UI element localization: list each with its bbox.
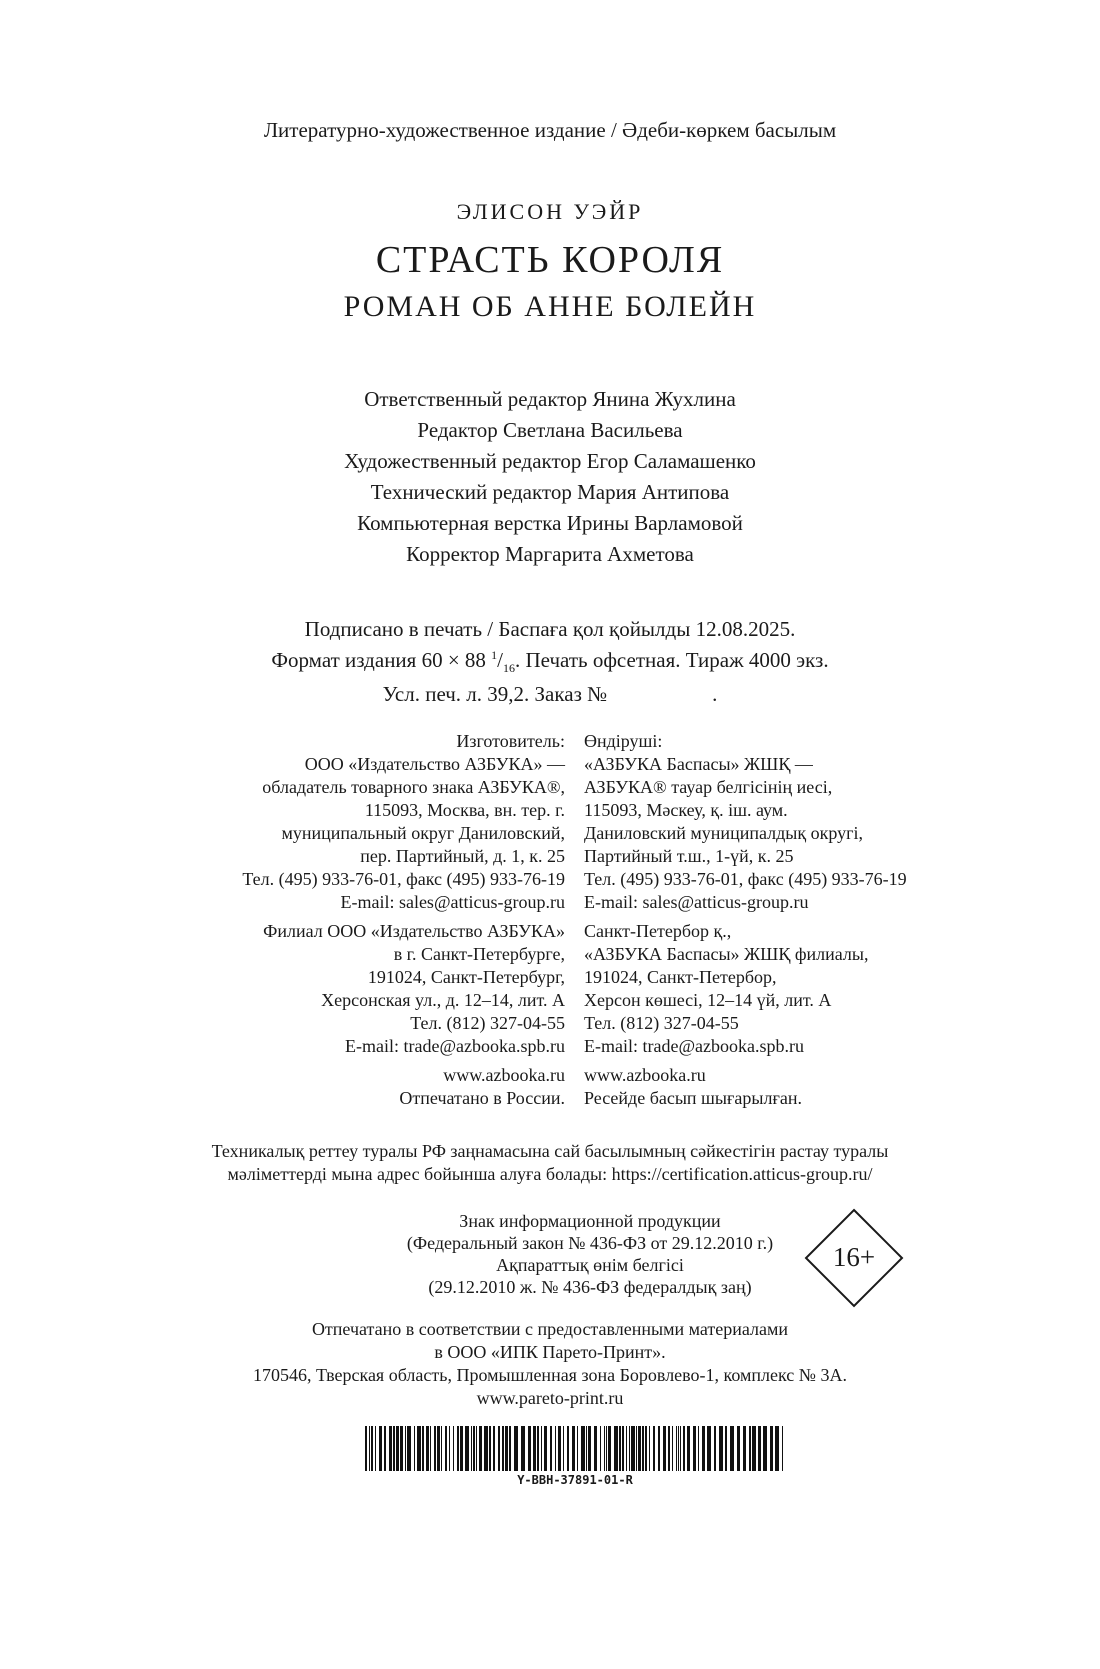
footer-ru [399, 1064, 565, 1110]
barcode-bar [365, 1426, 367, 1471]
branch-ru-line: в г. Санкт-Петербурге, [393, 944, 565, 964]
barcode-bar [614, 1426, 618, 1471]
barcode-bar [544, 1426, 547, 1471]
barcode-bar [676, 1426, 677, 1471]
book-subtitle: РОМАН ОБ АННЕ БОЛЕЙН [343, 290, 757, 323]
branch-ru-line: Филиал ООО «Издательство АЗБУКА» [263, 921, 565, 941]
manufacturer-kz-line: Даниловский муниципалдық округі, [584, 823, 863, 843]
barcode-bar [608, 1426, 611, 1471]
barcode-bar [434, 1426, 436, 1471]
barcode-bar [405, 1426, 406, 1471]
age-rating-label: 16+ [832, 1242, 876, 1272]
barcode-bar [509, 1426, 511, 1471]
manufacturer-kz-line: 115093, Мәскеу, қ. іш. аум. [584, 800, 788, 820]
barcode-bar [572, 1426, 575, 1471]
barcode-bar [537, 1426, 539, 1471]
barcode-bar [600, 1426, 601, 1471]
info-mark-line: Ақпараттық өнім белгісі [496, 1255, 684, 1275]
barcode-bar [449, 1426, 450, 1471]
barcode-bar [479, 1426, 482, 1471]
barcode-bar [680, 1426, 681, 1471]
manufacturer-kz-line: АЗБУКА® тауар белгісінің иесі, [584, 777, 833, 797]
barcode-bar [563, 1426, 564, 1471]
barcode-bar [581, 1426, 585, 1471]
info-mark-line: Знак информационной продукции [459, 1211, 721, 1231]
barcode-bar [533, 1426, 536, 1471]
barcode-bar [758, 1426, 761, 1471]
barcode-bar [687, 1426, 690, 1471]
certification-line: Техникалық реттеу туралы РФ заңнамасына сай басылымның сәйкестігін растау туралы [211, 1141, 889, 1161]
manufacturer-kz-line: Тел. (495) 933-76-01, факс (495) 933-76-19 [584, 869, 907, 889]
footer-kz [584, 1064, 802, 1110]
barcode-bar [493, 1426, 495, 1471]
barcode-bar [606, 1426, 607, 1471]
printer-info [0, 1318, 1100, 1410]
barcode-bar [400, 1426, 403, 1471]
credit-line: Технический редактор Мария Антипова [370, 480, 730, 504]
barcode-bar [393, 1426, 395, 1471]
barcode-bar [489, 1426, 491, 1471]
barcode-bar [369, 1426, 370, 1471]
barcode-bar [471, 1426, 472, 1471]
barcode-bar [663, 1426, 666, 1471]
barcode-bar [384, 1426, 386, 1471]
branch-kz-line: Санкт-Петербор қ., [584, 921, 732, 941]
manufacturer-ru [242, 730, 565, 914]
barcode-bar [502, 1426, 504, 1471]
barcode-bar [375, 1426, 376, 1471]
barcode-bar [379, 1426, 382, 1471]
format-suffix: . Печать офсетная. Тираж 4000 экз. [515, 648, 829, 672]
barcode-bar [588, 1426, 591, 1471]
barcode-bar [668, 1426, 670, 1471]
barcode-bar [719, 1426, 723, 1471]
certification-line: мәліметтерді мына адрес бойынша алуға болады: https://certification.atticus-group.ru/ [227, 1164, 873, 1184]
info-mark-line: (Федеральный закон № 436-ФЗ от 29.12.2010 г.) [406, 1233, 774, 1253]
barcode-bar [396, 1426, 399, 1471]
barcode-bar [629, 1426, 630, 1471]
order-line: Усл. печ. л. 39,2. Заказ № . [382, 682, 718, 707]
format-prefix: Формат издания 60 × 88 [271, 648, 492, 672]
manufacturer-kz-line: E-mail: sales@atticus-group.ru [584, 892, 809, 912]
barcode-bar [763, 1426, 767, 1471]
barcode-bar [407, 1426, 411, 1471]
branch-ru-line: E-mail: trade@azbooka.spb.ru [345, 1036, 565, 1056]
barcode-bar [683, 1426, 685, 1471]
manufacturer-ru-line: обладатель товарного знака АЗБУКА®, [262, 777, 565, 797]
branch-ru-line: 191024, Санкт-Петербург, [367, 967, 565, 987]
barcode-bar [636, 1426, 637, 1471]
barcode-bar [541, 1426, 542, 1471]
credit-line: Художественный редактор Егор Саламашенко [344, 449, 756, 473]
barcode-bar [558, 1426, 561, 1471]
manufacturer-ru-line: ООО «Издательство АЗБУКА» — [304, 754, 565, 774]
barcode-bar [730, 1426, 734, 1471]
series-line: Литературно-художественное издание / Әдеби-көркем басылым [263, 118, 837, 142]
barcode-bar [737, 1426, 740, 1471]
barcode-code: Y-BBH-37891-01-R [517, 1473, 633, 1487]
branch-kz-line: «АЗБУКА Баспасы» ЖШҚ филиалы, [584, 944, 869, 964]
barcode-bar [638, 1426, 641, 1471]
branch-kz-line: Херсон көшесі, 12–14 үй, лит. А [584, 990, 832, 1010]
website-link[interactable]: www.azbooka.ru [443, 1065, 565, 1085]
barcode-bar [430, 1426, 431, 1471]
barcode-bar [698, 1426, 699, 1471]
age-rating-badge [804, 1208, 904, 1308]
barcode-bar [550, 1426, 552, 1471]
credit-line: Компьютерная верстка Ирины Варламовой [357, 511, 743, 535]
barcode-bar [678, 1426, 679, 1471]
barcode-bar [702, 1426, 705, 1471]
barcode-bar [441, 1426, 442, 1471]
barcode-bar [752, 1426, 756, 1471]
manufacturer-ru-line: пер. Партийный, д. 1, к. 25 [360, 846, 565, 866]
barcode-bar [476, 1426, 477, 1471]
manufacturer-ru-line: Тел. (495) 933-76-01, факс (495) 933-76-19 [242, 869, 565, 889]
barcode-icon [365, 1426, 785, 1471]
barcode-bar [389, 1426, 392, 1471]
barcode-bar [414, 1426, 415, 1471]
printer-line: Отпечатано в соответствии с предоставленными материалами [311, 1319, 789, 1339]
format-fraction-slash: / [497, 648, 504, 672]
barcode-bar [473, 1426, 475, 1471]
barcode-bar [658, 1426, 660, 1471]
manufacturer-ru-line: E-mail: sales@atticus-group.ru [340, 892, 565, 912]
barcode-bar [693, 1426, 696, 1471]
credits-block [0, 384, 1100, 570]
barcode-bar [577, 1426, 578, 1471]
barcode-bar [645, 1426, 647, 1471]
branch-kz-line: 191024, Санкт-Петербор, [584, 967, 777, 987]
barcode-bar [371, 1426, 373, 1471]
barcode-bar [626, 1426, 627, 1471]
signed-line: Подписано в печать / Баспаға қол қойылды 12.08.2025. [304, 617, 796, 641]
info-mark-line: (29.12.2010 ж. № 436-ФЗ федералдық заң) [428, 1277, 752, 1297]
credit-line: Ответственный редактор Янина Жухлина [364, 387, 736, 411]
info-product-mark [390, 1210, 790, 1298]
branch-ru-line: Херсонская ул., д. 12–14, лит. А [321, 990, 565, 1010]
book-title: СТРАСТЬ КОРОЛЯ [375, 239, 725, 281]
barcode-bar [426, 1426, 429, 1471]
barcode-bar [437, 1426, 440, 1471]
barcode-bar [460, 1426, 463, 1471]
barcode-bar [775, 1426, 779, 1471]
barcode-bar [417, 1426, 421, 1471]
barcode-bar [649, 1426, 650, 1471]
printer-website[interactable]: www.pareto-print.ru [476, 1388, 624, 1408]
barcode-bar [653, 1426, 655, 1471]
credit-line: Корректор Маргарита Ахметова [406, 542, 694, 566]
barcode-bar [749, 1426, 751, 1471]
barcode-bar [770, 1426, 773, 1471]
barcode-bar [465, 1426, 469, 1471]
manufacturer-kz [584, 730, 907, 914]
format-line [0, 642, 1100, 681]
author-name: ЭЛИСОН УЭЙР [456, 199, 644, 224]
barcode-bar [725, 1426, 727, 1471]
barcode-bar [484, 1426, 488, 1471]
barcode-bar [567, 1426, 569, 1471]
barcode-bar [672, 1426, 673, 1471]
manufacturer-kz-line: «АЗБУКА Баспасы» ЖШҚ — [584, 754, 813, 774]
barcode-bar [505, 1426, 508, 1471]
barcode-bar [521, 1426, 525, 1471]
credit-line: Редактор Светлана Васильева [417, 418, 683, 442]
barcode-bar [514, 1426, 518, 1471]
branch-kz-line: E-mail: trade@azbooka.spb.ru [584, 1036, 804, 1056]
branch-ru-line: Тел. (812) 327-04-55 [410, 1013, 565, 1033]
barcode-bar [743, 1426, 746, 1471]
barcode-bar [498, 1426, 500, 1471]
barcode-bar [707, 1426, 711, 1471]
branch-kz-line: Тел. (812) 327-04-55 [584, 1013, 739, 1033]
format-fraction-numerator: 1 [491, 648, 498, 662]
barcode-bar [619, 1426, 621, 1471]
certification-note [0, 1140, 1100, 1186]
barcode-bar [604, 1426, 605, 1471]
barcode-bar [642, 1426, 644, 1471]
printer-line: 170546, Тверская область, Промышленная зона Боровлево-1, комплекс № 3А. [253, 1365, 847, 1385]
branch-ru [263, 920, 565, 1058]
website-link[interactable]: www.azbooka.ru [584, 1065, 706, 1085]
barcode-bar [555, 1426, 556, 1471]
barcode-bar [586, 1426, 587, 1471]
manufacturer-ru-line: муниципальный округ Даниловский, [281, 823, 565, 843]
manufacturer-kz-line: Өндіруші: [584, 731, 663, 751]
barcode-bar [594, 1426, 597, 1471]
manufacturer-ru-line: Изготовитель: [456, 731, 565, 751]
barcode-bar [622, 1426, 624, 1471]
barcode-bar [457, 1426, 459, 1471]
print-info-block [0, 616, 1100, 707]
branch-kz [584, 920, 868, 1058]
barcode-bar [453, 1426, 454, 1471]
barcode-bar [631, 1426, 635, 1471]
printed-in-note: Отпечатано в России. [399, 1088, 565, 1108]
manufacturer-ru-line: 115093, Москва, вн. тер. г. [364, 800, 565, 820]
barcode-bar [714, 1426, 716, 1471]
printer-line: в ООО «ИПК Парето-Принт». [434, 1342, 666, 1362]
barcode-bar [782, 1426, 783, 1471]
barcode-bar [445, 1426, 447, 1471]
format-fraction-denominator: 16 [503, 661, 516, 676]
barcode-bar [422, 1426, 424, 1471]
manufacturer-kz-line: Партийный т.ш., 1-үй, к. 25 [584, 846, 794, 866]
printed-in-note: Ресейде басып шығарылған. [584, 1088, 802, 1108]
barcode-bar [528, 1426, 531, 1471]
